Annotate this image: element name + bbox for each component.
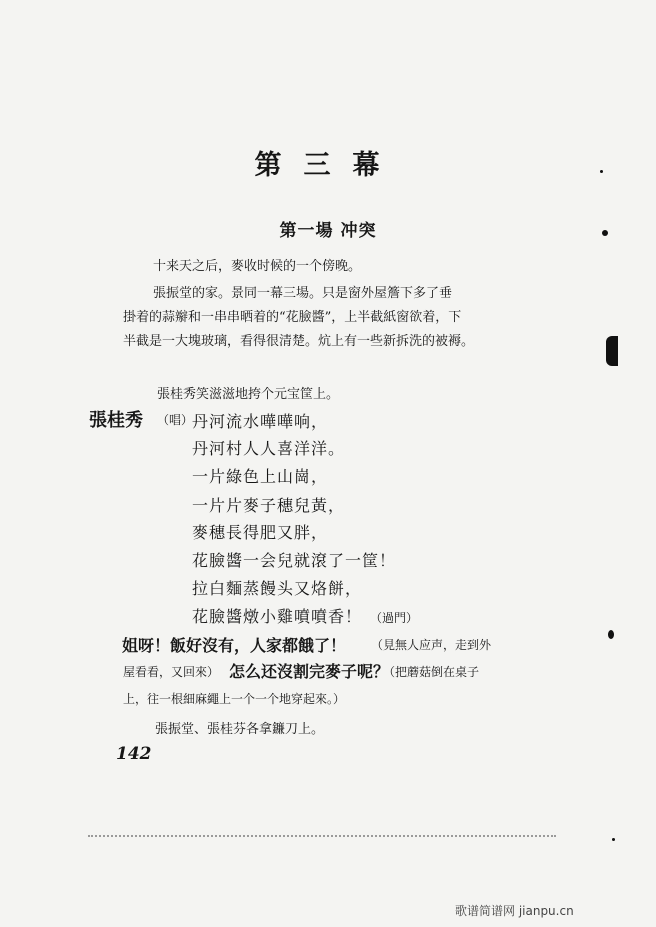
scan-speck	[612, 838, 615, 841]
dialogue-line: 姐呀！飯好沒有，人家都餓了！	[122, 636, 347, 655]
scene-title: 第一場 冲突	[279, 221, 377, 241]
stage-direction-entrance: 張桂秀笑滋滋地挎个元宝筐上。	[157, 387, 340, 402]
verse-line: 拉白麵蒸饅头又烙餅，	[192, 579, 363, 598]
interlude-cue: （過門）	[370, 611, 419, 625]
stage-direction-inline: （見無人应声，走到外	[371, 638, 492, 652]
scan-dotted-rule	[88, 835, 556, 837]
verse-line: 花臉醬一会兒就滾了一筐！	[192, 551, 397, 570]
verse-line: 一片綠色上山崗，	[192, 467, 329, 486]
binding-hole-mark	[606, 336, 618, 366]
speaker-name: 張桂秀	[89, 410, 143, 431]
act-title: 第三幕	[254, 150, 402, 181]
stage-direction-time: 十来天之后，麥收时候的一个傍晚。	[153, 259, 362, 274]
verse-line: 麥穗長得肥又胖，	[192, 523, 329, 542]
stage-direction-inline: 屋看看，又回來）	[123, 665, 220, 679]
watermark: 歌谱简谱网 jianpu.cn	[455, 904, 574, 918]
verse-line: 花臉醬燉小雞噴噴香！	[192, 607, 363, 626]
stage-direction-setting-2: 掛着的蒜辮和一串串晒着的“花臉醬”，上半截紙窗欲着，下	[123, 310, 462, 325]
page-number: 142	[116, 744, 152, 764]
stage-direction-entrance: 張振堂、張桂芬各拿鐮刀上。	[155, 722, 325, 737]
sing-cue: （唱）	[157, 413, 194, 427]
stage-direction-inline: 上，往一根細麻繩上一个一个地穿起來。）	[123, 692, 346, 706]
binding-hole-mark	[602, 230, 608, 236]
verse-line: 丹河流水嘩嘩响，	[192, 412, 329, 431]
stage-direction-inline: （把蘑菇倒在桌子	[383, 665, 480, 679]
scan-speck	[600, 170, 603, 173]
verse-line: 丹河村人人喜洋洋。	[192, 439, 346, 458]
stage-direction-setting-3: 半截是一大塊玻璃，看得很清楚。炕上有一些新拆洗的被褥。	[123, 334, 475, 349]
verse-line: 一片片麥子穗兒黃，	[192, 496, 346, 515]
stage-direction-setting-1: 張振堂的家。景同一幕三場。只是窗外屋簷下多了垂	[153, 286, 453, 301]
dialogue-line: 怎么还沒割完麥子呢？	[229, 662, 390, 681]
binding-hole-mark	[608, 630, 614, 639]
